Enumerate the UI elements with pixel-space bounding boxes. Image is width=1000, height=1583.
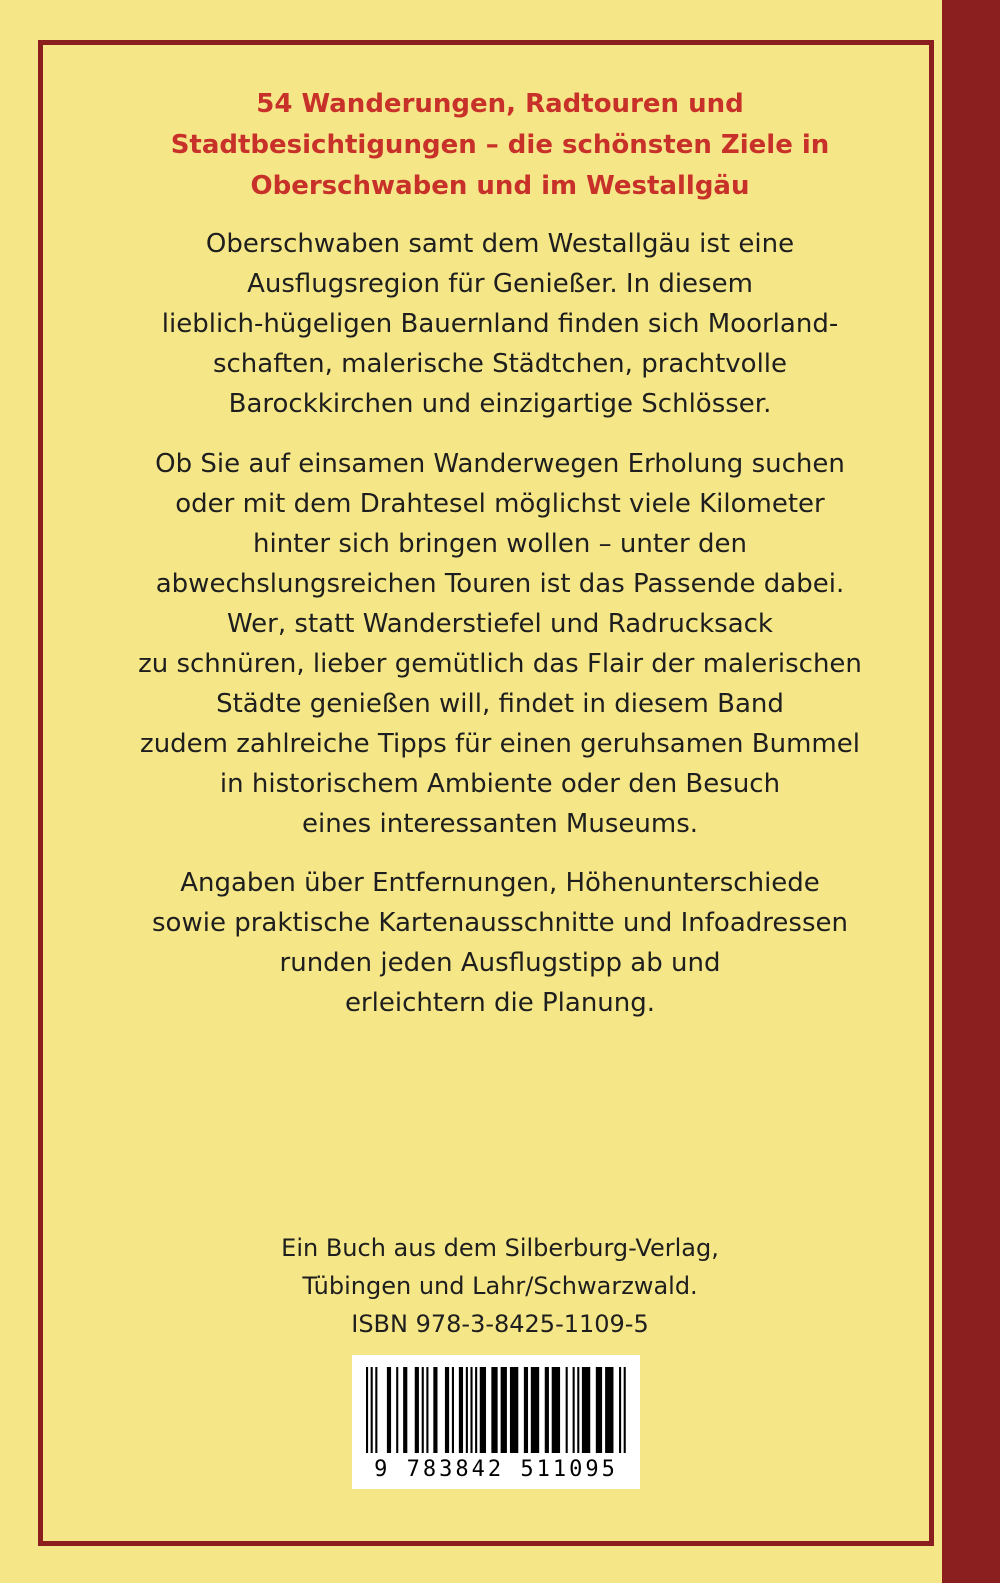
barcode-bar: [605, 1367, 613, 1453]
barcode-bar: [510, 1367, 518, 1453]
barcode-bar: [491, 1367, 497, 1453]
paragraph-line: hinter sich bringen wollen – unter den: [253, 529, 747, 559]
paragraph-line: Angaben über Entfernungen, Höhenunterschiede: [180, 868, 820, 898]
barcode-bar: [470, 1367, 472, 1453]
barcode-bar: [475, 1367, 477, 1453]
barcode-bar: [501, 1367, 507, 1453]
isbn: ISBN 978-3-8425-1109-5: [351, 1310, 649, 1338]
headline-line: Stadtbesichtigungen – die schönsten Ziele in: [170, 130, 830, 160]
paragraph-line: Oberschwaben samt dem Westallgäu ist eine: [205, 229, 795, 259]
barcode-bar: [433, 1367, 437, 1453]
paragraph-details: [95, 863, 905, 1023]
barcode-bar: [426, 1367, 428, 1453]
barcode-bar: [573, 1367, 575, 1453]
paragraph-line: schaften, malerische Städtchen, prachtvolle: [212, 349, 788, 379]
barcode: [352, 1355, 640, 1489]
barcode-icon: [366, 1367, 626, 1455]
paragraph-line: eines interessanten Museums.: [301, 809, 699, 839]
paragraph-line: Ausflugsregion für Genießer. In diesem: [247, 269, 753, 299]
paragraph-line: zu schnüren, lieber gemütlich das Flair der malerischen: [138, 649, 862, 679]
barcode-bar: [619, 1367, 621, 1453]
barcode-bar: [480, 1367, 486, 1453]
barcode-bar: [624, 1367, 626, 1453]
headline-line: Oberschwaben und im Westallgäu: [250, 171, 750, 201]
paragraph-line: Barockkirchen und einzigartige Schlösser.: [228, 389, 772, 419]
paragraph-line: Wer, statt Wanderstiefel und Radrucksack: [227, 609, 773, 639]
headline-line: 54 Wanderungen, Radtouren und: [256, 89, 744, 119]
barcode-bar: [466, 1367, 468, 1453]
paragraph-line: sowie praktische Kartenausschnitte und Infoadressen: [152, 908, 848, 938]
barcode-bar: [415, 1367, 419, 1453]
barcode-bar: [387, 1367, 391, 1453]
barcode-bar: [459, 1367, 463, 1453]
paragraph-line: runden jeden Ausflugstipp ab und: [279, 948, 721, 978]
paragraph-intro: [95, 224, 905, 424]
barcode-bar: [577, 1367, 579, 1453]
barcode-bar: [524, 1367, 528, 1453]
paragraph-line: Ob Sie auf einsamen Wanderwegen Erholung suchen: [155, 449, 845, 479]
barcode-bar: [403, 1367, 407, 1453]
barcode-bar: [422, 1367, 424, 1453]
imprint-line: Tübingen und Lahr/Schwarzwald.: [302, 1272, 698, 1300]
paragraph-line: erleichtern die Planung.: [344, 988, 656, 1018]
paragraph-line: in historischem Ambiente oder den Besuch: [219, 769, 781, 799]
headline: [95, 84, 905, 207]
barcode-bar: [566, 1367, 568, 1453]
publisher-imprint: [150, 1229, 850, 1343]
paragraph-line: zudem zahlreiche Tipps für einen geruhsamen Bummel: [140, 729, 860, 759]
barcode-bar: [545, 1367, 549, 1453]
imprint-line: Ein Buch aus dem Silberburg-Verlag,: [281, 1234, 719, 1262]
barcode-bar: [596, 1367, 602, 1453]
paragraph-line: Städte genießen will, findet in diesem Band: [216, 689, 784, 719]
barcode-bar: [375, 1367, 377, 1453]
paragraph-activities: [95, 444, 905, 844]
barcode-bar: [452, 1367, 454, 1453]
paragraph-line: abwechslungsreichen Touren ist das Passende dabei.: [155, 569, 845, 599]
barcode-bar: [371, 1367, 373, 1453]
barcode-bar: [396, 1367, 398, 1453]
paragraph-line: lieblich-hügeligen Bauernland finden sich Moorland-: [161, 309, 839, 339]
barcode-bar: [582, 1367, 590, 1453]
barcode-bar: [366, 1367, 368, 1453]
barcode-bar: [531, 1367, 539, 1453]
paragraph-line: oder mit dem Drahtesel möglichst viele Kilometer: [175, 489, 825, 519]
book-spine: [942, 0, 1000, 1583]
barcode-bar: [445, 1367, 449, 1453]
barcode-bar: [552, 1367, 560, 1453]
barcode-digits: 9 783842 511095: [374, 1457, 618, 1482]
